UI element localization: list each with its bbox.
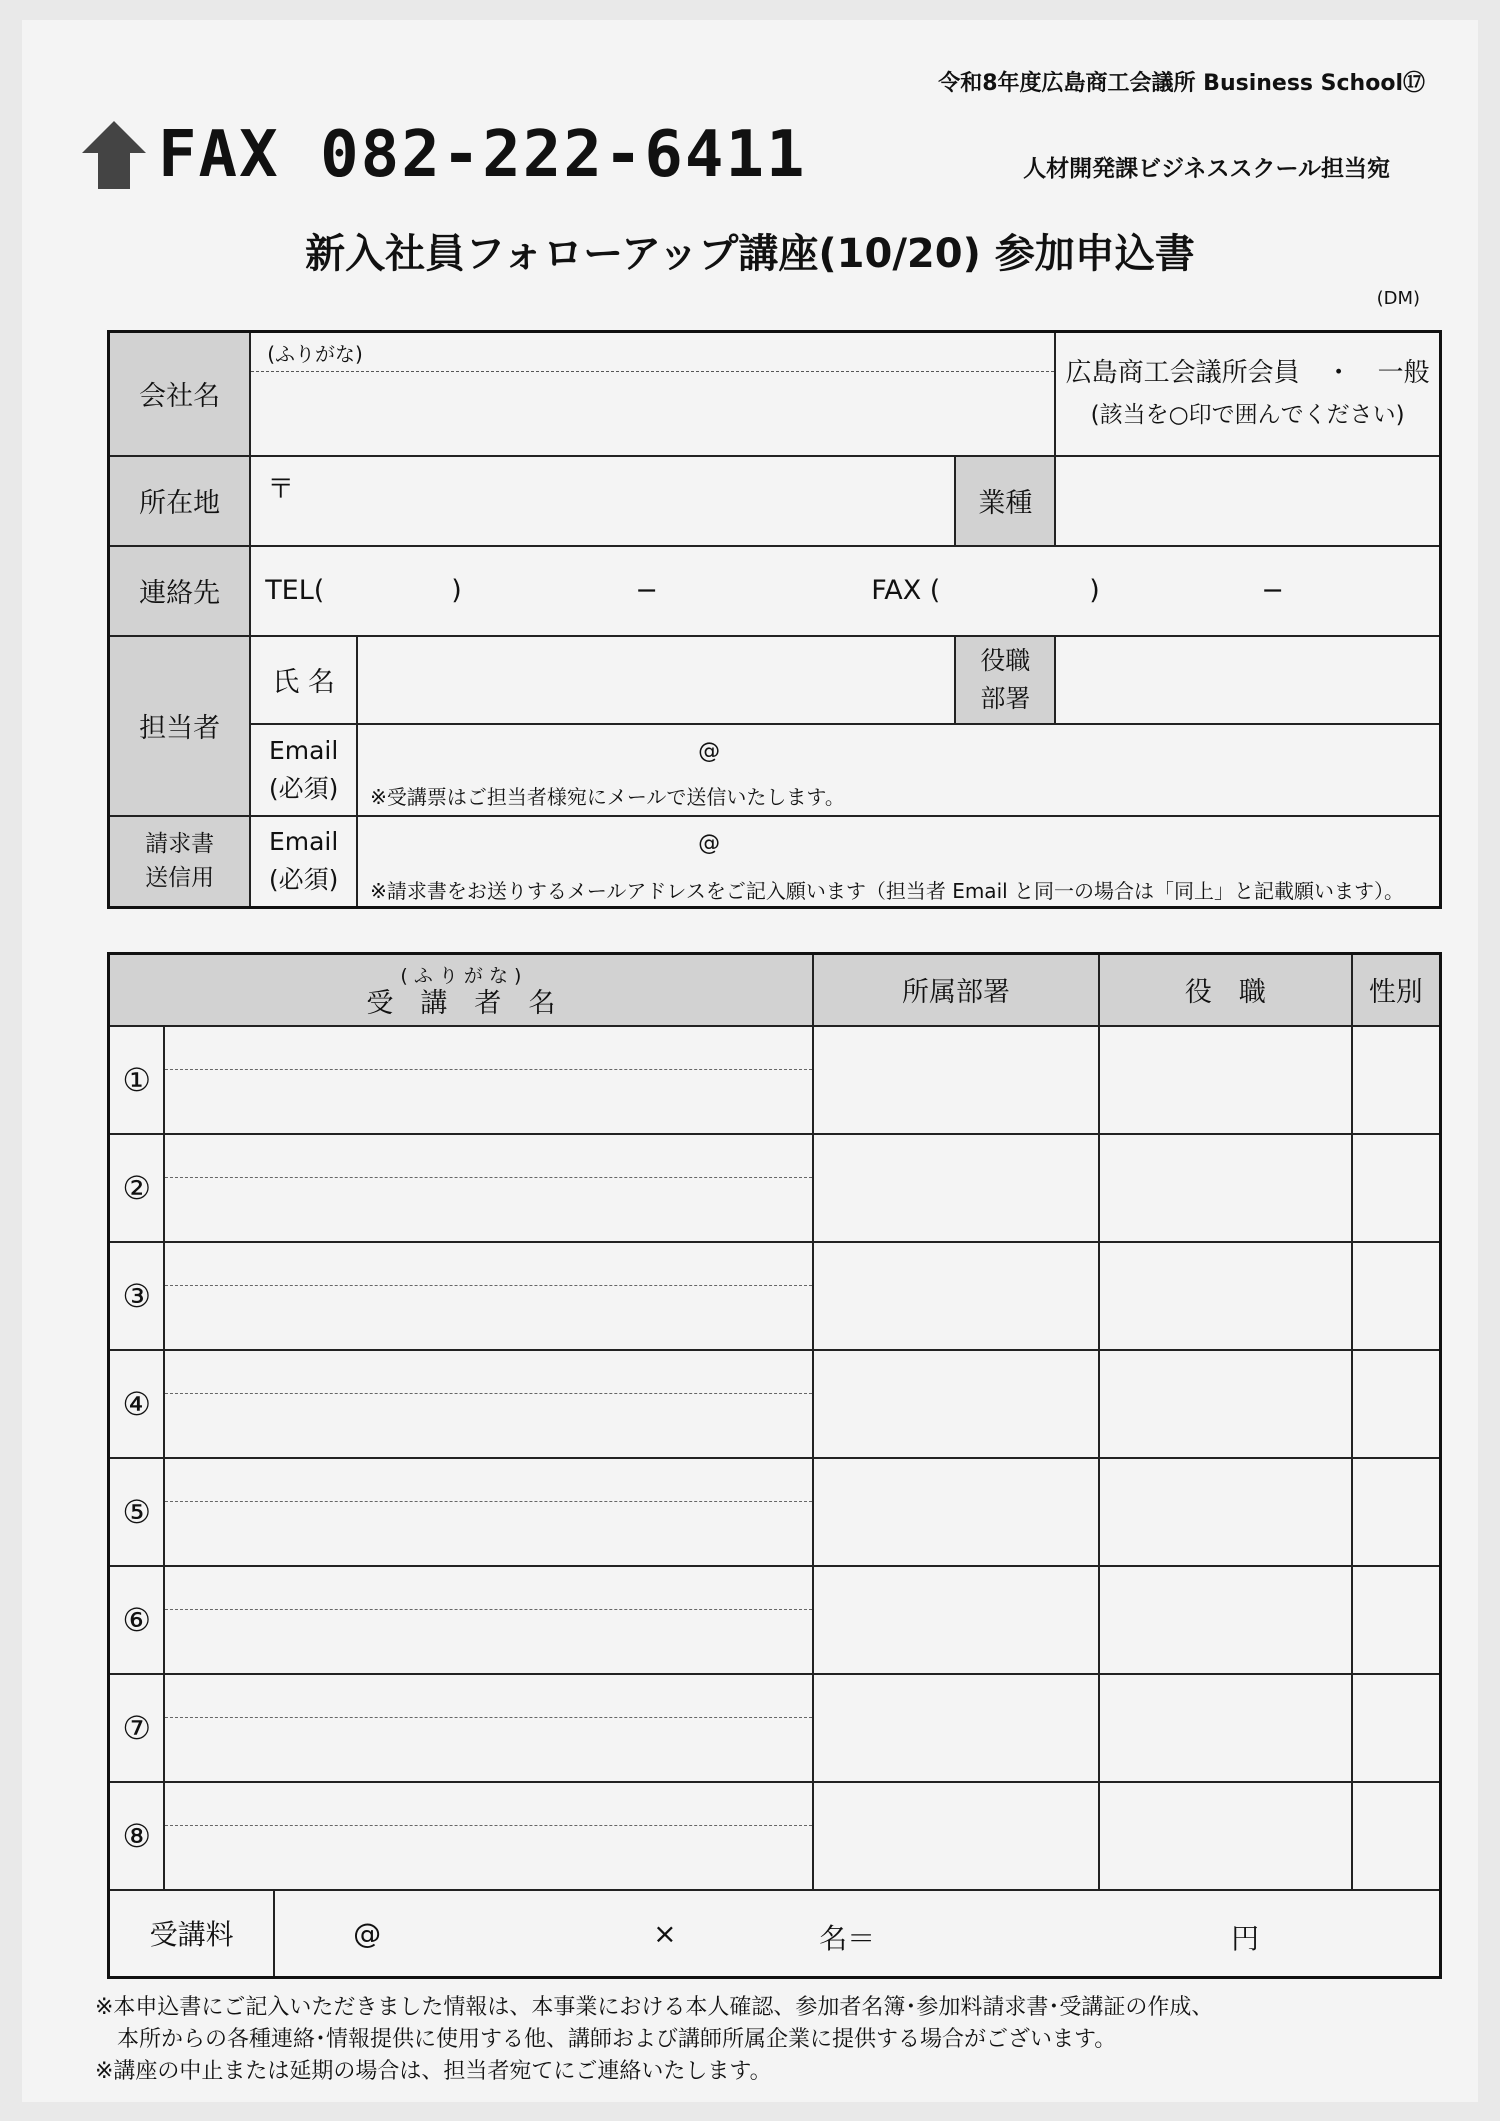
attendee-row: ③: [109, 1242, 1441, 1350]
attendee-role-field[interactable]: [1099, 1134, 1351, 1242]
attendee-name-field[interactable]: [164, 1242, 812, 1350]
attendee-row: ⑤: [109, 1458, 1441, 1566]
person-email-label: Email (必須): [250, 724, 357, 816]
attendee-gender-field[interactable]: [1352, 1350, 1441, 1458]
attendee-row: ②: [109, 1134, 1441, 1242]
attendee-name-field[interactable]: [164, 1458, 812, 1566]
attendee-name-field[interactable]: [164, 1674, 812, 1782]
company-label: 会社名: [109, 332, 251, 456]
address-field[interactable]: [250, 456, 955, 546]
attendee-name-field[interactable]: [164, 1782, 812, 1890]
attendee-dept-field[interactable]: [813, 1566, 1099, 1674]
attendee-role-field[interactable]: [1099, 1458, 1351, 1566]
attendee-dept-field[interactable]: [813, 1350, 1099, 1458]
company-name-field[interactable]: [250, 332, 1055, 456]
contact-field[interactable]: TEL( ) − FAX ( ) −: [250, 546, 1440, 636]
attendee-dept-field[interactable]: [813, 1674, 1099, 1782]
fax-header: [80, 118, 807, 192]
attendee-role-field[interactable]: [1099, 1026, 1351, 1134]
attendee-role-field[interactable]: [1099, 1674, 1351, 1782]
person-label: 担当者: [109, 636, 251, 816]
attendee-role-field[interactable]: [1099, 1782, 1351, 1890]
fee-label: 受講料: [109, 1890, 275, 1978]
applicant-table: [107, 330, 1442, 909]
attendee-role-field[interactable]: [1099, 1242, 1351, 1350]
attendee-name-field[interactable]: [164, 1566, 812, 1674]
invoice-email-field[interactable]: @ ※請求書をお送りするメールアドレスをご記入願います（担当者 Email と同一の場合は「同上」と記載願います）。: [357, 816, 1440, 908]
attendee-name-field[interactable]: [164, 1026, 812, 1134]
address-label: 所在地: [109, 456, 251, 546]
dept-header: 所属部署: [813, 954, 1099, 1026]
attendee-gender-field[interactable]: [1352, 1458, 1441, 1566]
invoice-label: 請求書 送信用: [109, 816, 251, 908]
arrow-up-icon: [80, 119, 148, 191]
fax-number: FAX 082-222-6411: [158, 118, 807, 192]
attendee-gender-field[interactable]: [1352, 1242, 1441, 1350]
attendees-table: [107, 952, 1442, 1979]
fee-field[interactable]: @ × 名＝ 円: [274, 1890, 1440, 1978]
attendee-gender-field[interactable]: [1352, 1026, 1441, 1134]
role-header: 役 職: [1099, 954, 1351, 1026]
member-choice[interactable]: 広島商工会議所会員 ・ 一般 (該当を○印で囲んでください): [1055, 332, 1440, 456]
attendee-gender-field[interactable]: [1352, 1674, 1441, 1782]
attendee-row: ⑦: [109, 1674, 1441, 1782]
attendee-dept-field[interactable]: [813, 1458, 1099, 1566]
person-email-field[interactable]: @ ※受講票はご担当者様宛にメールで送信いたします。: [357, 724, 1440, 816]
industry-field[interactable]: [1055, 456, 1440, 546]
attendee-name-field[interactable]: [164, 1350, 812, 1458]
role-field[interactable]: [1055, 636, 1440, 724]
attendee-dept-field[interactable]: [813, 1242, 1099, 1350]
dm-label: (DM): [1376, 288, 1420, 309]
attendee-row: ⑧: [109, 1782, 1441, 1890]
attendee-dept-field[interactable]: [813, 1134, 1099, 1242]
person-email-note: ※受講票はご担当者様宛にメールで送信いたします。: [370, 784, 845, 809]
attendee-role-field[interactable]: [1099, 1566, 1351, 1674]
person-name-field[interactable]: [357, 636, 955, 724]
invoice-email-label: Email (必須): [250, 816, 357, 908]
person-name-label: 氏 名: [250, 636, 357, 724]
department-label: 人材開発課ビジネススクール担当宛: [1023, 156, 1390, 182]
role-label: 役職 部署: [955, 636, 1055, 724]
industry-label: 業種: [955, 456, 1055, 546]
footer-notes: ※本申込書にご記入いただきました情報は、本事業における本人確認、参加者名簿･参加料請求書･受講証の作成、 本所からの各種連絡･情報提供に使用する他、講師および講師所属企業に提供する場合がございます。 ※講座の中止または延期の場合は、担当者宛てにご連絡いたします。: [95, 1995, 1214, 2084]
attendee-name-field[interactable]: [164, 1134, 812, 1242]
attendee-dept-field[interactable]: [813, 1782, 1099, 1890]
attendee-row: ④: [109, 1350, 1441, 1458]
attendee-gender-field[interactable]: [1352, 1134, 1441, 1242]
attendee-row: ⑥: [109, 1566, 1441, 1674]
invoice-email-note: ※請求書をお送りするメールアドレスをご記入願います（担当者 Email と同一の場合は「同上」と記載願います）。: [370, 878, 1405, 903]
attendee-gender-field[interactable]: [1352, 1782, 1441, 1890]
gender-header: 性別: [1352, 954, 1441, 1026]
attendee-gender-field[interactable]: [1352, 1566, 1441, 1674]
attendee-dept-field[interactable]: [813, 1026, 1099, 1134]
attendee-role-field[interactable]: [1099, 1350, 1351, 1458]
series-label: 令和8年度広島商工会議所 Business School⑰: [938, 71, 1425, 96]
form-title: 新入社員フォローアップ講座(10/20) 参加申込書: [305, 231, 1195, 277]
attendee-row: ①: [109, 1026, 1441, 1134]
contact-label: 連絡先: [109, 546, 251, 636]
postal-mark: 〒: [267, 473, 295, 505]
fee-row: [109, 1890, 1441, 1978]
furigana-label: (ふりがな): [251, 333, 1054, 372]
attendee-name-header: ( ふ り が な ) 受 講 者 名: [109, 954, 813, 1026]
